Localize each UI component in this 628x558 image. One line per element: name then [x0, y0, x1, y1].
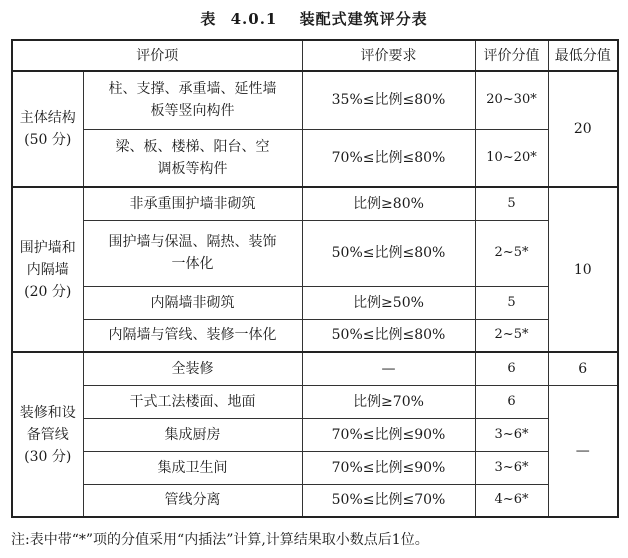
min-score-cell: 6 [548, 352, 618, 385]
score-cell: 2~5* [475, 319, 548, 352]
table-row [12, 129, 618, 187]
item-cell: 集成卫生间 [83, 451, 302, 484]
group-points: (20 分) [24, 283, 72, 300]
requirement-cell: 50%≤比例≤80% [302, 319, 475, 352]
item-cell: 内隔墙与管线、装修一体化 [83, 319, 302, 352]
header-item: 评价项 [12, 40, 302, 71]
header-requirement: 评价要求 [302, 40, 475, 71]
table-row [12, 187, 618, 220]
requirement-cell: 比例≥70% [302, 385, 475, 418]
min-score-cell: 20 [548, 71, 618, 187]
group-label [12, 352, 83, 517]
group-points: (50 分) [24, 132, 72, 148]
table-note: 注:表中带“*”项的分值采用“内插法”计算,计算结果取小数点后1位。 [11, 532, 429, 548]
group-label [12, 71, 83, 187]
table-row [12, 385, 618, 418]
requirement-cell: 比例≥80% [302, 187, 475, 220]
group-label [12, 187, 83, 352]
group-wall [12, 187, 618, 352]
table-row [12, 352, 618, 385]
requirement-cell: 70%≤比例≤90% [302, 418, 475, 451]
table-row [12, 71, 618, 129]
requirement-cell: 50%≤比例≤70% [302, 484, 475, 517]
score-cell: 2~5* [475, 220, 548, 286]
table-header-row [12, 40, 618, 71]
group-decoration [12, 352, 618, 517]
requirement-cell: 35%≤比例≤80% [302, 71, 475, 129]
group-main-structure [12, 71, 618, 187]
score-cell: 5 [475, 286, 548, 319]
table-number: 4.0.1 [230, 10, 278, 28]
min-score-cell: — [548, 385, 618, 517]
requirement-cell: — [302, 352, 475, 385]
table-row [12, 286, 618, 319]
requirement-cell: 70%≤比例≤90% [302, 451, 475, 484]
table-title-label: 表 [200, 10, 217, 28]
score-cell: 5 [475, 187, 548, 220]
min-score-cell: 10 [548, 187, 618, 352]
table-title-text: 装配式建筑评分表 [299, 10, 428, 28]
score-cell: 6 [475, 352, 548, 385]
header-score: 评价分值 [475, 40, 548, 71]
requirement-cell: 比例≥50% [302, 286, 475, 319]
group-name: 主体结构 [19, 110, 76, 126]
score-cell: 3~6* [475, 451, 548, 484]
score-cell: 6 [475, 385, 548, 418]
requirement-cell: 50%≤比例≤80% [302, 220, 475, 286]
item-cell: 干式工法楼面、地面 [83, 385, 302, 418]
group-points: (30 分) [24, 448, 72, 465]
item-cell: 管线分离 [83, 484, 302, 517]
item-cell: 内隔墙非砌筑 [83, 286, 302, 319]
item-cell: 全装修 [83, 352, 302, 385]
table-row [12, 484, 618, 517]
score-cell: 3~6* [475, 418, 548, 451]
header-min-score: 最低分值 [548, 40, 618, 71]
requirement-cell: 70%≤比例≤80% [302, 129, 475, 187]
item-cell: 集成厨房 [83, 418, 302, 451]
table-title [0, 8, 628, 29]
group-name: 围护墙和内隔墙 [19, 239, 76, 278]
score-cell: 10~20* [475, 129, 548, 187]
table-row [12, 319, 618, 352]
item-cell: 围护墙与保温、隔热、装饰一体化 [83, 220, 302, 286]
group-name: 装修和设备管线 [19, 404, 76, 443]
table-row [12, 451, 618, 484]
item-cell: 非承重围护墙非砌筑 [83, 187, 302, 220]
score-table [11, 39, 619, 518]
score-cell: 4~6* [475, 484, 548, 517]
score-cell: 20~30* [475, 71, 548, 129]
table-row [12, 418, 618, 451]
item-cell: 梁、板、楼梯、阳台、空调板等构件 [83, 129, 302, 187]
item-cell: 柱、支撑、承重墙、延性墙板等竖向构件 [83, 71, 302, 129]
table-row [12, 220, 618, 286]
